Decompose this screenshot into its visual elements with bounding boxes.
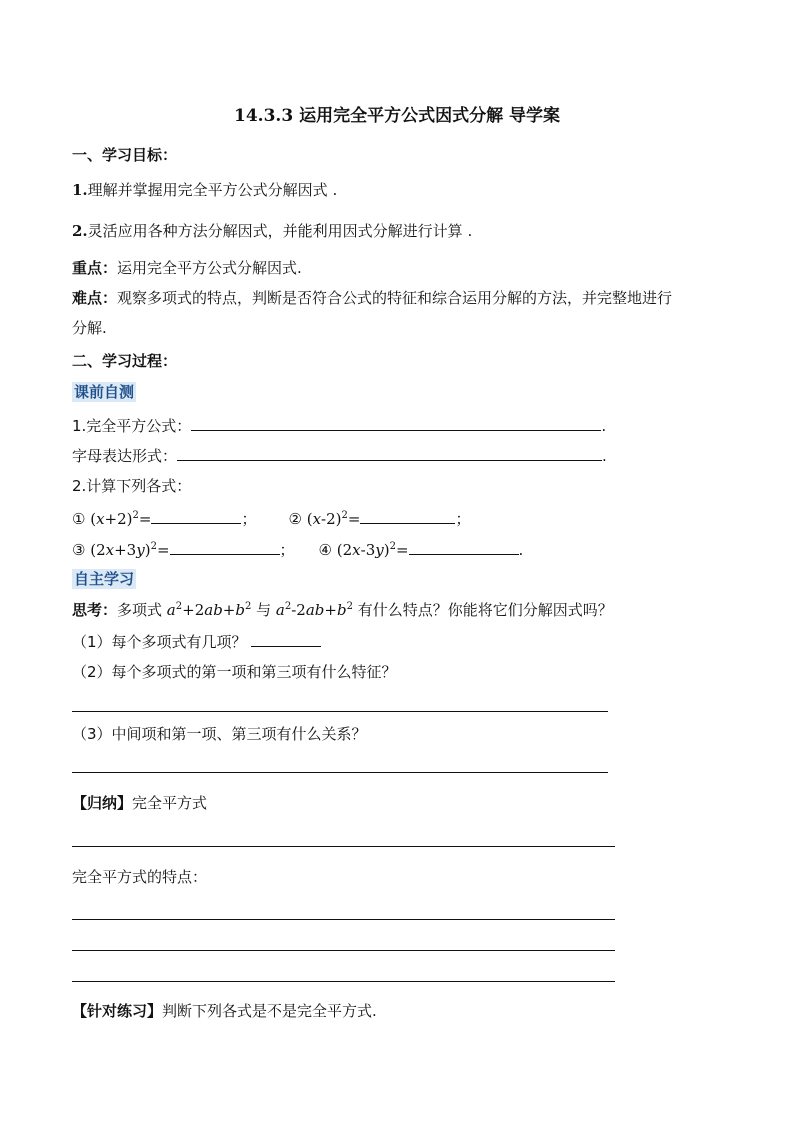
goal-1 (72, 180, 337, 200)
answer-line-summary[interactable] (72, 846, 615, 847)
calc-1-marker: ① (72, 510, 86, 528)
self-study-q1 (72, 631, 321, 652)
practice-label: 【针对练习】 (72, 1002, 163, 1020)
letter-form-row (72, 445, 607, 466)
think-text-a: 多项式 (117, 601, 167, 619)
key-point-text: 运用完全平方公式分解因式. (117, 259, 302, 277)
practice-row (72, 1001, 377, 1021)
calc-1-semicolon: ； (241, 510, 257, 528)
pre-test-tag-row (72, 382, 136, 402)
page-title (0, 105, 794, 127)
calc-row-2: ③ $(2x+3y)^2=$ ； ④ $(2x-3y)^2=$ . (72, 541, 524, 559)
key-point-label: 重点： (72, 259, 118, 277)
think-question (72, 600, 613, 620)
calc-1-blank[interactable] (151, 508, 241, 524)
title-text: 运用完全平方公式因式分解 导学案 (293, 106, 560, 126)
pre-test-q2: 2.计算下列各式： (72, 477, 192, 495)
goal-2 (72, 221, 472, 241)
think-text-end: 有什么特点？你能将它们分解因式吗？ (352, 601, 613, 619)
answer-line-q3[interactable] (72, 772, 608, 773)
difficulty-line-2: 分解. (72, 319, 107, 337)
section-1-heading: 一、学习目标： (72, 146, 178, 164)
calc-4-blank[interactable] (409, 539, 519, 555)
calc-4-period: . (518, 541, 524, 559)
pre-test-q1-label: 1.完全平方公式： (72, 417, 192, 435)
title-number: 14.3.3 (234, 106, 294, 126)
difficulty-label: 难点： (72, 289, 118, 307)
pre-test-tag: 课前自测 (74, 383, 135, 401)
self-study-q1-text: （1）每个多项式有几项？ (72, 633, 247, 651)
letter-form-end: . (602, 447, 607, 465)
calc-2-semicolon: ； (455, 510, 471, 528)
summary-text: 完全平方式 (132, 794, 208, 812)
answer-line-q2[interactable] (72, 711, 608, 712)
self-study-q2: （2）每个多项式的第一项和第三项有什么特征？ (72, 663, 397, 681)
goal-1-text: 理解并掌握用完全平方公式分解因式 . (87, 181, 338, 199)
key-point (72, 258, 302, 278)
polynomial-2: $a^2-2ab+b^2$ (275, 601, 353, 619)
calc-2-blank[interactable] (360, 508, 455, 524)
pre-test-q1 (72, 415, 606, 436)
formula-blank[interactable] (191, 415, 601, 431)
practice-text: 判断下列各式是不是完全平方式. (162, 1002, 377, 1020)
answer-line-features-1[interactable] (72, 919, 615, 920)
calc-3-marker: ③ (72, 541, 86, 559)
calc-row-1: ① $(x+2)^2=$ ； ② $(x-2)^2=$ ； (72, 510, 471, 528)
calc-2-marker: ② (288, 510, 302, 528)
self-study-tag-row (72, 569, 136, 589)
q1-end: . (601, 417, 607, 435)
letter-form-label: 字母表达形式： (72, 447, 178, 465)
self-study-tag: 自主学习 (74, 570, 135, 588)
difficulty-text-1: 观察多项式的特点，判断是否符合公式的特征和综合运用分解的方法，并完整地进行 (117, 289, 673, 307)
calc-4-marker: ④ (318, 541, 332, 559)
goal-2-number: 2. (72, 222, 88, 240)
calc-3-blank[interactable] (170, 539, 280, 555)
difficulty-line-1 (72, 288, 672, 308)
section-2-heading: 二、学习过程： (72, 352, 178, 370)
calc-3-semicolon: ； (279, 541, 295, 559)
answer-line-features-3[interactable] (72, 981, 615, 982)
features-label: 完全平方式的特点： (72, 868, 208, 886)
think-label: 思考： (72, 601, 118, 619)
goal-2-text: 灵活应用各种方法分解因式，并能利用因式分解进行计算 . (87, 222, 473, 240)
goal-1-number: 1. (72, 181, 88, 199)
term-count-blank[interactable] (251, 631, 321, 647)
summary-label: 【归纳】 (72, 794, 133, 812)
self-study-q3: （3）中间项和第一项、第三项有什么关系？ (72, 725, 367, 743)
summary-row (72, 793, 207, 813)
answer-line-features-2[interactable] (72, 950, 615, 951)
polynomial-1: $a^2+2ab+b^2$ (166, 601, 252, 619)
think-text-mid: 与 (251, 601, 276, 619)
letter-form-blank[interactable] (177, 445, 602, 461)
